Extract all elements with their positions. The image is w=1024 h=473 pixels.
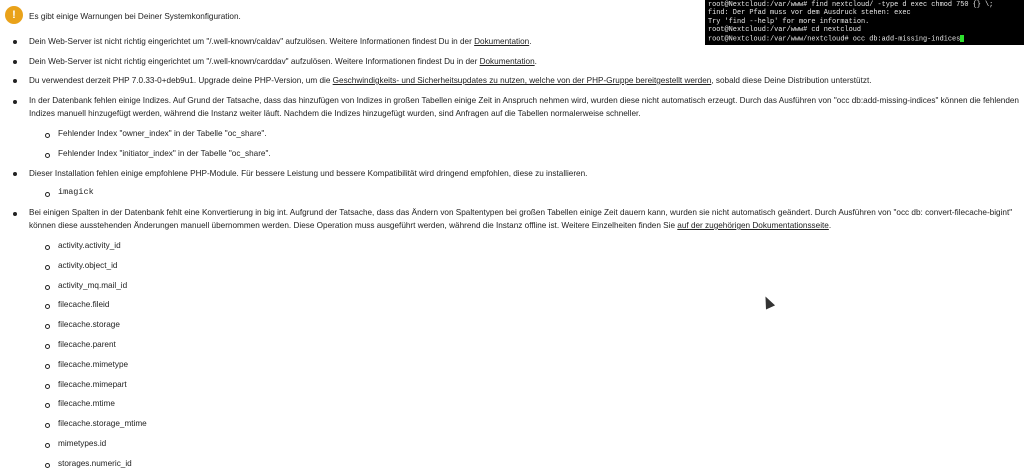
list-item: filecache.parent xyxy=(58,340,116,349)
bullet-icon xyxy=(13,212,17,216)
sub-bullet-icon xyxy=(45,344,50,349)
terminal-line: Try 'find --help' for more information. xyxy=(708,17,870,26)
bullet-icon xyxy=(13,172,17,176)
list-item: filecache.mtime xyxy=(58,399,115,409)
bullet-icon xyxy=(13,79,17,83)
sub-bullet-icon xyxy=(45,324,50,329)
mouse-pointer-icon xyxy=(761,294,775,309)
warning-missing-indices: In der Datenbank fehlen einige Indizes. Auf Grund der Tatsache, dass das hinzufügen von Indizes in großen Tabellen einige Zeit in Anspruch nehmen wird, wurden diese nicht automatisch erzeugt. Durch das Ausführen von "occ db:add-missing-indices" können die fehlenden Indizes manuell hinzugefügt werden, während die Instanz weiter läuft. Nachdem die Indizes hinzugefügt wurden, sind Anfragen auf die Tabellen normalerweise schneller. xyxy=(29,96,1019,118)
terminal-prompt-line[interactable]: root@Nextcloud:/var/www/nextcloud# occ db:add-missing-indices xyxy=(708,35,1024,44)
list-item: storages.numeric_id xyxy=(58,458,132,468)
terminal-line: root@Nextcloud:/var/www# find nextcloud/ -type d exec chmod 750 {} \; xyxy=(708,1,994,9)
list-item: imagick xyxy=(58,187,94,197)
documentation-link[interactable]: Dokumentation xyxy=(474,37,530,46)
list-item: filecache.mimetype xyxy=(58,359,129,369)
list-item: mimetypes.id xyxy=(58,439,107,448)
list-item: Fehlender Index "initiator_index" in der Tabelle "oc_share". xyxy=(58,149,271,158)
sub-bullet-icon xyxy=(45,133,50,138)
sub-bullet-icon xyxy=(45,384,50,389)
terminal-line: find: Der Pfad muss vor dem Ausdruck stehen: exec xyxy=(708,9,911,18)
terminal-window[interactable] xyxy=(705,0,1024,45)
list-item: filecache.storage_mtime xyxy=(58,419,147,429)
terminal-cursor xyxy=(960,35,964,42)
terminal-line: root@Nextcloud:/var/www# cd nextcloud xyxy=(708,26,861,35)
warning-bigint: Bei einigen Spalten in der Datenbank fehlt eine Konvertierung in big int. Aufgrund der Tatsache, dass das Ändern von Spaltentypen bei großen Tabellen einige Zeit dauern kann, wurden sie nicht automatisch geändert. Durch Ausführen von "occ db: convert-filecache-bigint" können diese ausstehenden Änderungen manuell übernommen werden. Diese Operation muss ausgeführt werden, während die Instanz offline ist. Weitere Einzelheiten finden Sie auf der zugehörigen Dokumentationsseite. xyxy=(29,208,1013,230)
warnings-headline: Es gibt einige Warnungen bei Deiner Systemkonfiguration. xyxy=(29,12,241,21)
list-item: filecache.mimepart xyxy=(58,379,127,389)
warning-carddav: Dein Web-Server ist nicht richtig eingerichtet um "/.well-known/carddav" aufzulösen. Weitere Informationen findest Du in der Dokumentation. xyxy=(29,57,537,66)
sub-bullet-icon xyxy=(45,443,50,448)
sub-bullet-icon xyxy=(45,285,50,290)
sub-bullet-icon xyxy=(45,463,50,468)
sub-bullet-icon xyxy=(45,403,50,408)
sub-bullet-icon xyxy=(45,153,50,158)
warning-icon: ! xyxy=(5,6,23,24)
sub-bullet-icon xyxy=(45,364,50,369)
list-item: activity_mq.mail_id xyxy=(58,280,128,290)
bullet-icon xyxy=(13,40,17,44)
warning-php-version: Du verwendest derzeit PHP 7.0.33-0+deb9u1. Upgrade deine PHP-Version, um die Geschwindigkeits- und Sicherheitsupdates zu nutzen, welche von der PHP-Gruppe bereitgestellt werden, sobald diese Deine Distribution unterstützt. xyxy=(29,76,872,85)
list-item: activity.activity_id xyxy=(58,241,121,250)
sub-bullet-icon xyxy=(45,245,50,250)
php-updates-link[interactable]: Geschwindigkeits- und Sicherheitsupdates zu nutzen, welche von der PHP-Gruppe bereitgestellt werden xyxy=(332,76,712,85)
bullet-icon xyxy=(13,60,17,64)
sub-bullet-icon xyxy=(45,265,50,270)
list-item: activity.object_id xyxy=(58,260,118,270)
sub-bullet-icon xyxy=(45,192,50,197)
warning-php-modules: Dieser Installation fehlen einige empfohlene PHP-Module. Für bessere Leistung und bessere Kompatibilität wird dringend empfohlen, diese zu installieren. xyxy=(29,169,588,178)
warning-caldav: Dein Web-Server ist nicht richtig eingerichtet um "/.well-known/caldav" aufzulösen. Weitere Informationen findest Du in der Dokumentation. xyxy=(29,37,532,46)
sub-bullet-icon xyxy=(45,304,50,309)
documentation-link[interactable]: Dokumentation xyxy=(479,57,535,66)
documentation-page-link[interactable]: auf der zugehörigen Dokumentationsseite xyxy=(677,221,829,230)
bullet-icon xyxy=(13,100,17,104)
list-item: Fehlender Index "owner_index" in der Tabelle "oc_share". xyxy=(58,129,267,138)
list-item: filecache.fileid xyxy=(58,300,110,310)
list-item: filecache.storage xyxy=(58,320,120,330)
sub-bullet-icon xyxy=(45,423,50,428)
